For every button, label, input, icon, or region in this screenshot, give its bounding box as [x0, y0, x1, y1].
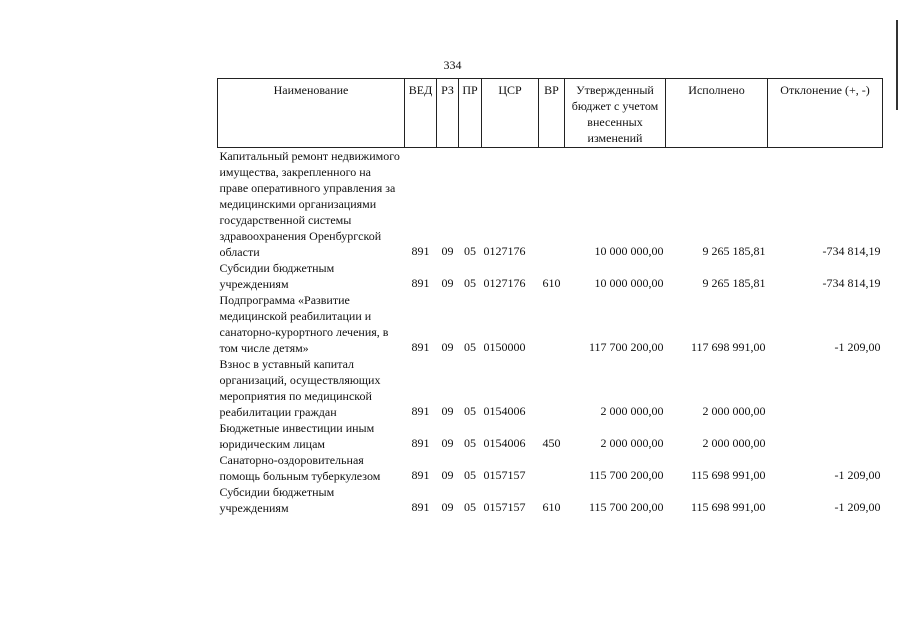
table-row: [218, 484, 883, 516]
row-csr: 0150000: [483, 340, 526, 354]
row-pr: 05: [464, 276, 476, 290]
row-vr: 610: [542, 500, 561, 514]
row-deviation: [768, 420, 883, 452]
row-csr: 0157157: [483, 500, 526, 514]
header-pr: ПР: [459, 79, 482, 148]
table-row: [218, 356, 883, 420]
row-deviation: -1 209,00: [834, 468, 881, 482]
row-name: Подпрограмма «Развитие медицинской реабилитации и санаторно-курортного лечения, в том числе детям»: [219, 293, 389, 355]
row-pr: 05: [464, 500, 476, 514]
scan-edge-mark: [896, 20, 898, 110]
row-name: Субсидии бюджетным учреждениям: [219, 485, 335, 515]
row-rz: 09: [441, 468, 454, 482]
row-executed: 2 000 000,00: [702, 404, 766, 418]
row-name: Бюджетные инвестиции иным юридическим лицам: [219, 421, 375, 451]
table-row: [218, 148, 883, 261]
row-csr: 0154006: [483, 436, 526, 450]
row-pr: 05: [464, 436, 476, 450]
row-pr: 05: [464, 244, 476, 258]
row-deviation: -734 814,19: [822, 276, 881, 290]
row-csr: 0154006: [483, 404, 526, 418]
page-number: 334: [443, 58, 462, 72]
row-executed: 115 698 991,00: [690, 468, 766, 482]
table-row: [218, 452, 883, 484]
row-ved: 891: [411, 468, 430, 482]
row-ved: 891: [411, 404, 430, 418]
row-deviation: -734 814,19: [822, 244, 881, 258]
row-rz: 09: [441, 436, 454, 450]
row-rz: 09: [441, 500, 454, 514]
row-csr: 0127176: [483, 244, 526, 258]
row-approved: 10 000 000,00: [594, 276, 664, 290]
row-executed: 117 698 991,00: [690, 340, 766, 354]
header-executed: Исполнено: [666, 79, 768, 148]
row-approved: 117 700 200,00: [588, 340, 664, 354]
row-name: Санаторно-оздоровительная помощь больным туберкулезом: [219, 453, 381, 483]
row-pr: 05: [464, 468, 476, 482]
table-row: [218, 292, 883, 356]
row-deviation: -1 209,00: [834, 500, 881, 514]
row-name: Капитальный ремонт недвижимого имущества, закрепленного на праве оперативного управления за медицинскими организациями государственной системы здравоохранения Оренбургской области: [219, 149, 400, 259]
row-approved: 2 000 000,00: [600, 404, 664, 418]
table-row: [218, 420, 883, 452]
row-vr: [539, 356, 565, 420]
row-ved: 891: [411, 244, 430, 258]
row-name: Субсидии бюджетным учреждениям: [219, 261, 335, 291]
row-vr: [539, 452, 565, 484]
row-executed: 9 265 185,81: [702, 244, 766, 258]
row-rz: 09: [441, 276, 454, 290]
table-row: [218, 260, 883, 292]
header-ved: ВЕД: [405, 79, 437, 148]
row-executed: 9 265 185,81: [702, 276, 766, 290]
row-rz: 09: [441, 404, 454, 418]
row-deviation: [768, 356, 883, 420]
row-ved: 891: [411, 340, 430, 354]
row-vr: [539, 148, 565, 261]
row-pr: 05: [464, 404, 476, 418]
row-ved: 891: [411, 436, 430, 450]
row-rz: 09: [441, 340, 454, 354]
row-name: Взнос в уставный капитал организаций, осуществляющих мероприятия по медицинской реабилитации граждан: [219, 357, 381, 419]
row-vr: 610: [542, 276, 561, 290]
header-csr: ЦСР: [482, 79, 539, 148]
row-deviation: -1 209,00: [834, 340, 881, 354]
row-ved: 891: [411, 500, 430, 514]
row-csr: 0127176: [483, 276, 526, 290]
row-vr: 450: [542, 436, 561, 450]
header-approved: Утвержденный бюджет с учетом внесенных изменений: [565, 79, 666, 148]
table-header-row: [218, 79, 883, 148]
header-rz: РЗ: [437, 79, 459, 148]
header-deviation: Отклонение (+, -): [768, 79, 883, 148]
row-vr: [539, 292, 565, 356]
row-rz: 09: [441, 244, 454, 258]
header-vr: ВР: [539, 79, 565, 148]
row-csr: 0157157: [483, 468, 526, 482]
budget-table: [217, 78, 883, 516]
row-approved: 2 000 000,00: [600, 436, 664, 450]
row-executed: 115 698 991,00: [690, 500, 766, 514]
row-ved: 891: [411, 276, 430, 290]
row-approved: 115 700 200,00: [588, 468, 664, 482]
row-approved: 10 000 000,00: [594, 244, 664, 258]
row-pr: 05: [464, 340, 476, 354]
row-executed: 2 000 000,00: [702, 436, 766, 450]
header-name: Наименование: [218, 79, 405, 148]
row-approved: 115 700 200,00: [588, 500, 664, 514]
